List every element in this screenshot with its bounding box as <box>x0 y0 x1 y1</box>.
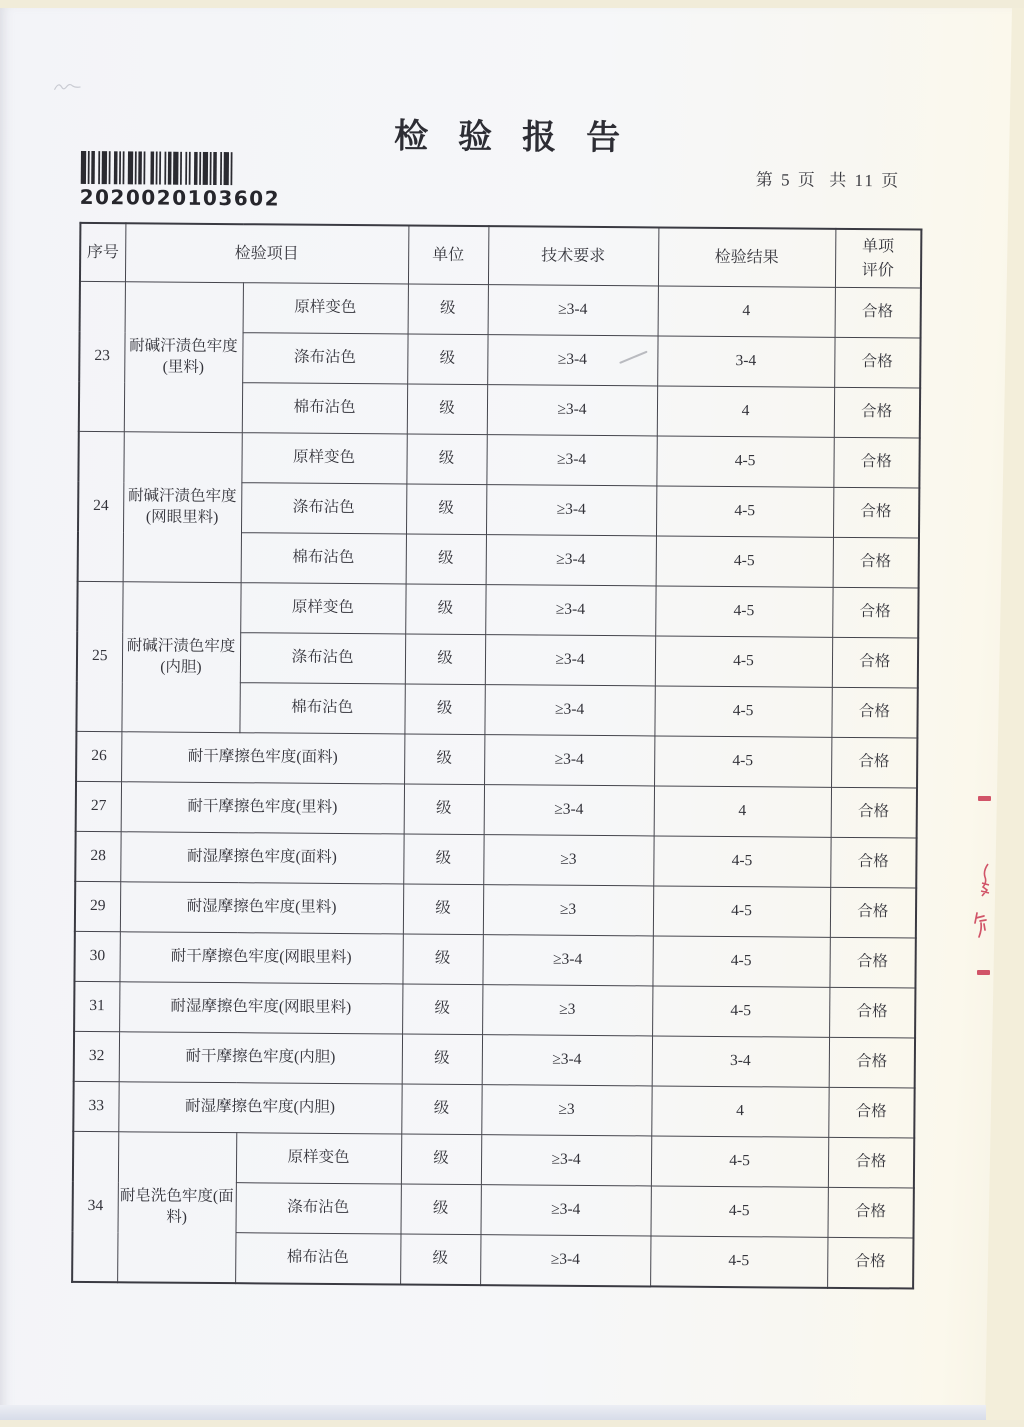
cell-item: 耐干摩擦色牢度(网眼里料) <box>119 932 402 984</box>
cell-result: 4-5 <box>653 886 830 937</box>
red-stamp-squiggle-icon <box>979 863 991 899</box>
red-stamp-fragment-bottom-icon <box>977 970 990 975</box>
cell-result: 4-5 <box>654 736 831 787</box>
page-number-info: 第 5 页 共 11 页 <box>755 170 901 191</box>
cell-requirement: ≥3-4 <box>487 385 657 436</box>
cell-sub-item: 涤布沾色 <box>236 1183 401 1234</box>
cell-sub-item: 棉布沾色 <box>242 383 407 434</box>
cell-requirement: ≥3-4 <box>485 585 655 636</box>
cell-unit: 级 <box>408 284 488 335</box>
cell-requirement: ≥3 <box>481 1085 651 1136</box>
cell-evaluation: 合格 <box>832 587 918 638</box>
cell-requirement: ≥3-4 <box>487 335 657 386</box>
barcode-number: 2020020103602 <box>79 184 281 211</box>
cell-item: 耐湿摩擦色牢度(网眼里料) <box>119 982 402 1034</box>
cell-requirement: ≥3-4 <box>482 1035 652 1086</box>
table-row <box>74 981 915 1038</box>
cell-requirement: ≥3-4 <box>480 1235 650 1287</box>
cell-result: 4-5 <box>654 686 831 737</box>
cell-item: 耐碱汗渍色牢度(内胆) <box>121 582 240 733</box>
table-row <box>74 1031 915 1088</box>
cell-evaluation: 合格 <box>833 537 919 588</box>
cell-result: 4-5 <box>652 986 829 1037</box>
red-stamp-character-icon <box>972 911 990 939</box>
cell-requirement: ≥3-4 <box>481 1135 651 1186</box>
barcode-icon <box>80 151 237 186</box>
cell-result: 4 <box>657 386 834 437</box>
cell-requirement: ≥3-4 <box>488 285 658 336</box>
cell-requirement: ≥3-4 <box>486 535 656 586</box>
cell-evaluation: 合格 <box>829 987 915 1038</box>
cell-evaluation: 合格 <box>834 337 920 388</box>
cell-sub-item: 涤布沾色 <box>240 633 405 684</box>
cell-requirement: ≥3-4 <box>486 435 656 486</box>
cell-sub-item: 棉布沾色 <box>235 1233 400 1285</box>
cell-requirement: ≥3-4 <box>484 785 654 836</box>
cell-unit: 级 <box>402 934 482 985</box>
cell-no: 25 <box>76 581 122 731</box>
cell-sub-item: 原样变色 <box>243 283 408 334</box>
cell-unit: 级 <box>404 734 484 785</box>
cell-item: 耐干摩擦色牢度(内胆) <box>119 1032 402 1084</box>
cell-result: 4-5 <box>650 1236 827 1288</box>
cell-sub-item: 原样变色 <box>240 583 405 634</box>
cell-requirement: ≥3-4 <box>484 685 654 736</box>
cell-unit: 级 <box>403 884 483 935</box>
red-stamp-fragment-top-icon <box>978 796 991 801</box>
table-row <box>75 831 916 888</box>
cell-evaluation: 合格 <box>833 437 919 488</box>
cell-unit: 级 <box>401 1084 481 1135</box>
cell-result: 3-4 <box>652 1036 829 1087</box>
page-title: 检验报告 <box>393 118 651 158</box>
cell-evaluation: 合格 <box>830 837 916 888</box>
cell-unit: 级 <box>406 484 486 535</box>
cell-no: 24 <box>78 431 124 581</box>
cell-unit: 级 <box>407 334 487 385</box>
cell-sub-item: 涤布沾色 <box>242 333 407 384</box>
cell-no: 33 <box>73 1081 118 1131</box>
table-row <box>77 581 918 638</box>
cell-evaluation: 合格 <box>835 287 921 338</box>
cell-evaluation: 合格 <box>832 637 918 688</box>
cell-result: 4-5 <box>656 536 833 587</box>
cell-requirement: ≥3-4 <box>485 635 655 686</box>
cell-requirement: ≥3-4 <box>486 485 656 536</box>
cell-no: 28 <box>75 831 120 881</box>
cell-evaluation: 合格 <box>828 1137 914 1188</box>
cell-sub-item: 涤布沾色 <box>241 483 406 534</box>
cell-evaluation: 合格 <box>834 387 920 438</box>
cell-evaluation: 合格 <box>829 1037 915 1088</box>
cell-unit: 级 <box>405 634 485 685</box>
cell-item: 耐湿摩擦色牢度(内胆) <box>118 1082 401 1134</box>
cell-item: 耐干摩擦色牢度(里料) <box>121 782 404 834</box>
table-row <box>80 281 921 338</box>
table-row <box>76 781 917 838</box>
cell-evaluation: 合格 <box>828 1087 914 1138</box>
cell-item: 耐湿摩擦色牢度(面料) <box>120 832 403 884</box>
cell-unit: 级 <box>405 584 485 635</box>
cell-no: 29 <box>75 881 120 931</box>
cell-requirement: ≥3 <box>483 885 653 936</box>
cell-result: 4-5 <box>652 936 829 987</box>
inspection-results-table <box>71 222 922 1290</box>
table-row <box>73 1131 914 1188</box>
cell-sub-item: 原样变色 <box>236 1133 401 1184</box>
cell-result: 4-5 <box>655 586 832 637</box>
table-row <box>75 881 916 938</box>
cell-evaluation: 合格 <box>831 737 917 788</box>
cell-result: 3-4 <box>657 336 834 387</box>
pencil-squiggle-artifact <box>52 80 82 94</box>
cell-unit: 级 <box>402 1034 482 1085</box>
cell-unit: 级 <box>406 434 486 485</box>
cell-result: 4-5 <box>656 436 833 487</box>
cell-no: 31 <box>74 981 119 1031</box>
cell-unit: 级 <box>403 834 483 885</box>
cell-unit: 级 <box>401 1184 481 1235</box>
cell-no: 32 <box>74 1031 119 1081</box>
cell-no: 30 <box>74 931 119 981</box>
cell-evaluation: 合格 <box>831 687 917 738</box>
cell-no: 23 <box>79 281 125 431</box>
cell-requirement: ≥3-4 <box>484 735 654 786</box>
table-row <box>76 731 917 788</box>
barcode <box>80 151 281 211</box>
cell-evaluation: 合格 <box>830 887 916 938</box>
cell-unit: 级 <box>407 384 487 435</box>
cell-result: 4-5 <box>653 836 830 887</box>
table-row <box>73 1081 914 1138</box>
cell-result: 4-5 <box>656 486 833 537</box>
cell-evaluation: 合格 <box>827 1237 913 1288</box>
cell-result: 4 <box>654 786 831 837</box>
cell-result: 4 <box>658 286 835 337</box>
cell-sub-item: 原样变色 <box>241 433 406 484</box>
cell-result: 4-5 <box>655 636 832 687</box>
cell-requirement: ≥3 <box>483 835 653 886</box>
cell-unit: 级 <box>404 784 484 835</box>
cell-evaluation: 合格 <box>831 787 917 838</box>
cell-result: 4-5 <box>651 1186 828 1237</box>
cell-no: 27 <box>76 781 121 831</box>
cell-unit: 级 <box>401 1134 481 1185</box>
cell-item: 耐皂洗色牢度(面料) <box>117 1132 236 1283</box>
cell-item: 耐湿摩擦色牢度(里料) <box>120 882 403 934</box>
cell-no: 34 <box>72 1131 118 1282</box>
header-evaluation: 单项评价 <box>835 229 921 288</box>
cell-requirement: ≥3-4 <box>482 935 652 986</box>
cell-requirement: ≥3 <box>482 985 652 1036</box>
header-result: 检验结果 <box>658 227 835 287</box>
cell-evaluation: 合格 <box>829 937 915 988</box>
header-unit: 单位 <box>408 226 488 285</box>
header-requirement: 技术要求 <box>488 226 658 286</box>
cell-sub-item: 棉布沾色 <box>241 533 406 584</box>
cell-item: 耐碱汗渍色牢度(里料) <box>124 282 243 433</box>
header-no: 序号 <box>80 223 125 282</box>
cell-requirement: ≥3-4 <box>481 1185 651 1236</box>
header-item: 检验项目 <box>125 223 408 284</box>
cell-no: 26 <box>76 731 121 781</box>
cell-unit: 级 <box>404 684 484 735</box>
cell-unit: 级 <box>402 984 482 1035</box>
table-row <box>74 931 915 988</box>
cell-item: 耐干摩擦色牢度(面料) <box>121 732 404 784</box>
cell-result: 4 <box>651 1086 828 1137</box>
cell-unit: 级 <box>400 1234 480 1285</box>
cell-item: 耐碱汗渍色牢度(网眼里料) <box>123 432 242 583</box>
cell-unit: 级 <box>406 534 486 585</box>
cell-result: 4-5 <box>651 1136 828 1187</box>
cell-evaluation: 合格 <box>827 1187 913 1238</box>
cell-sub-item: 棉布沾色 <box>239 683 404 734</box>
table-row <box>78 431 919 488</box>
cell-evaluation: 合格 <box>833 487 919 538</box>
